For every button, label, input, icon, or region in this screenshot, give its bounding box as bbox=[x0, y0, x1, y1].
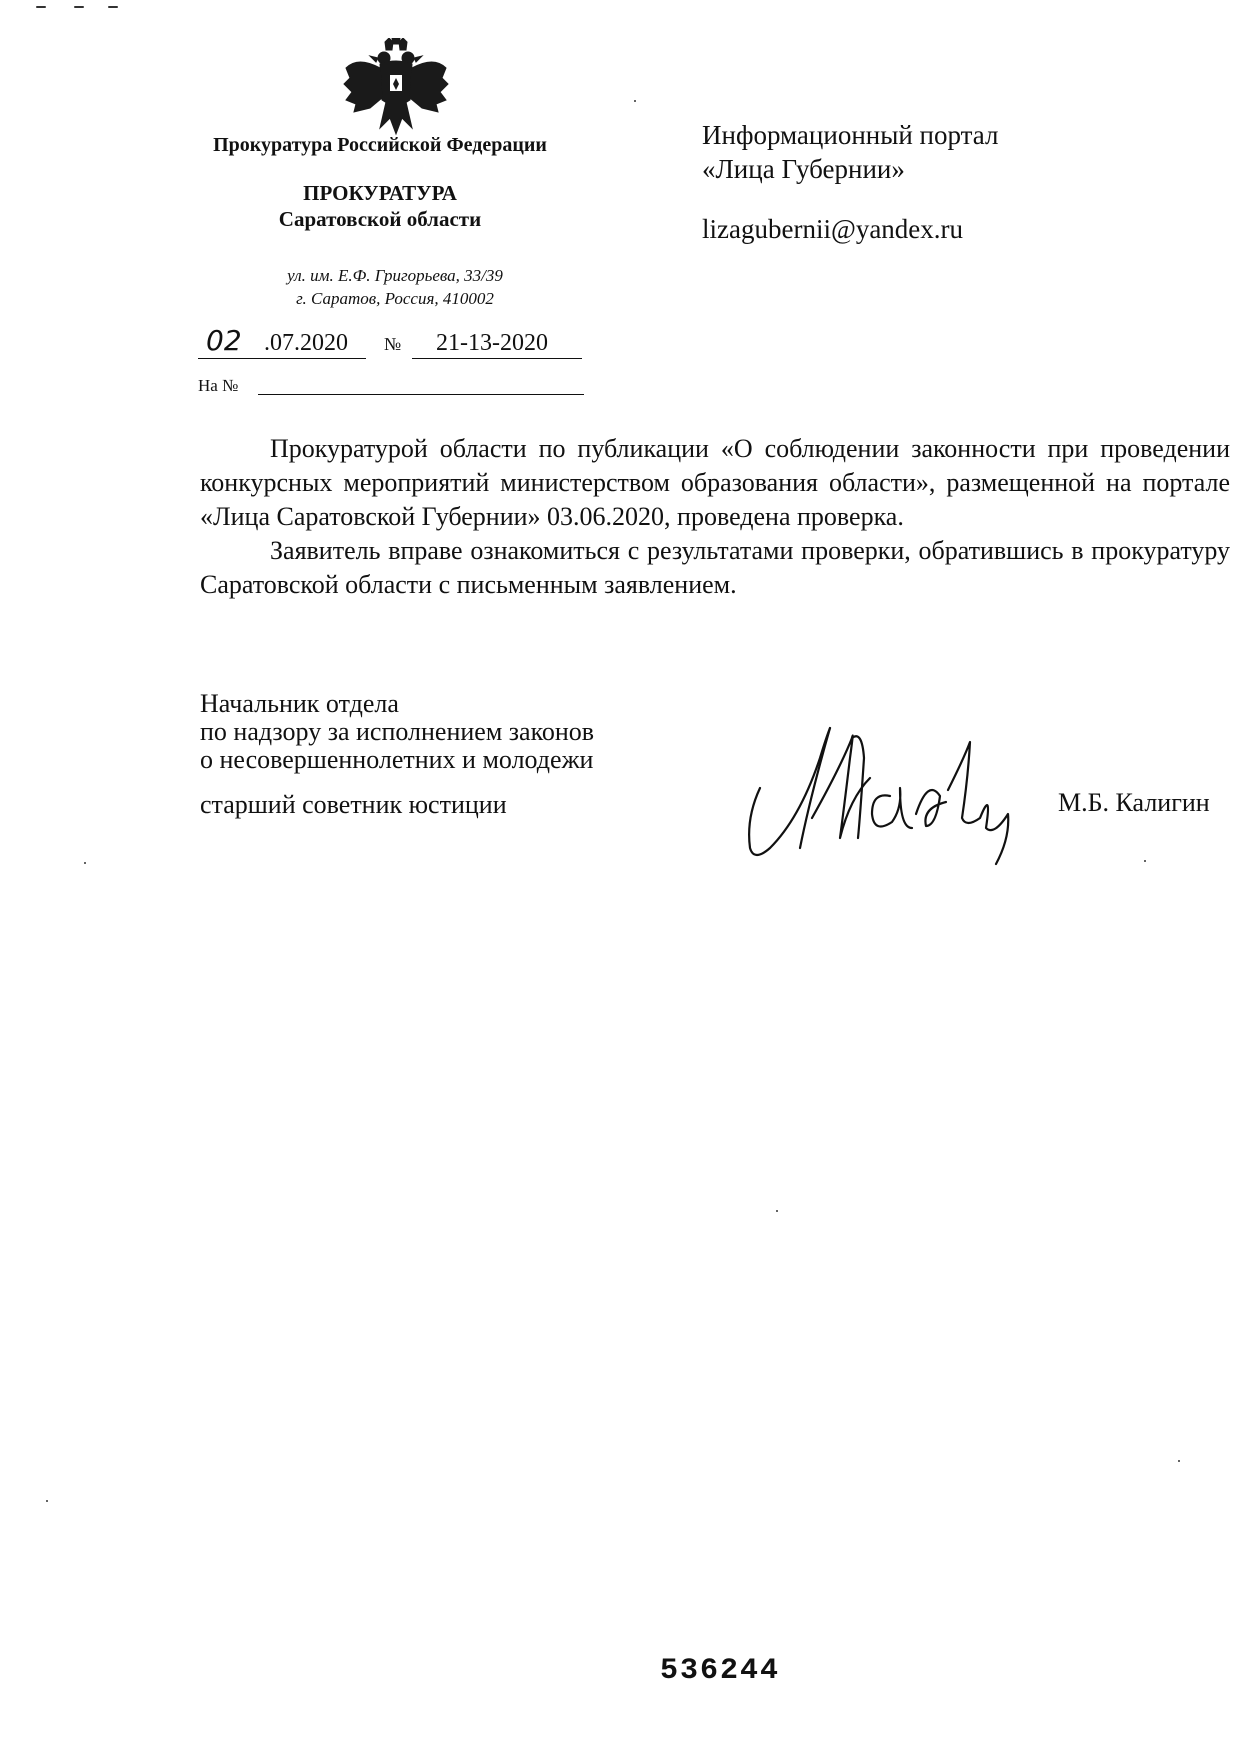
signature-icon bbox=[740, 718, 1030, 866]
recipient-line2: «Лица Губернии» bbox=[702, 154, 905, 184]
organization-name-line2: Саратовской области bbox=[278, 207, 482, 231]
address-line2: г. Саратов, Россия, 410002 bbox=[296, 289, 494, 308]
signatory-title bbox=[200, 690, 594, 774]
organization-parent: Прокуратура Российской Федерации bbox=[213, 134, 547, 156]
signatory-rank: старший советник юстиции bbox=[200, 790, 507, 819]
number-sign: № bbox=[384, 334, 402, 354]
document-ref-number: 21-13-2020 bbox=[436, 330, 548, 356]
letter-body bbox=[200, 432, 1230, 602]
organization-name-line1: ПРОКУРАТУРА bbox=[303, 181, 457, 205]
signer-name: М.Б. Калигин bbox=[1058, 788, 1210, 817]
reply-to-label: На № bbox=[198, 376, 239, 395]
document-serial-number: 536244 bbox=[660, 1654, 781, 1688]
body-paragraph-1: Прокуратурой области по публикации «О соблюдении законности при проведении конкурсных мероприятий министерством образования области», размещенной на портале «Лица Саратовской Губернии» 03.06.2020, проведена проверка. bbox=[200, 434, 1230, 531]
organization-address bbox=[230, 264, 560, 310]
address-line1: ул. им. Е.Ф. Григорьева, 33/39 bbox=[287, 266, 503, 285]
recipient bbox=[702, 118, 998, 186]
signatory-title-line1: Начальник отдела bbox=[200, 689, 399, 718]
recipient-email: lizagubernii@yandex.ru bbox=[702, 214, 964, 244]
recipient-line1: Информационный портал bbox=[702, 120, 999, 150]
organization-name bbox=[230, 180, 530, 232]
date-day: 02 bbox=[206, 324, 242, 357]
date-month-year: .07.2020 bbox=[264, 330, 348, 356]
signatory-title-line2: по надзору за исполнением законов bbox=[200, 717, 595, 746]
signatory-title-line3: о несовершеннолетних и молодежи bbox=[200, 745, 594, 774]
body-paragraph-2: Заявитель вправе ознакомиться с результатами проверки, обратившись в прокуратуру Саратовской области с письменным заявлением. bbox=[200, 536, 1230, 599]
coat-of-arms-icon bbox=[340, 38, 452, 142]
